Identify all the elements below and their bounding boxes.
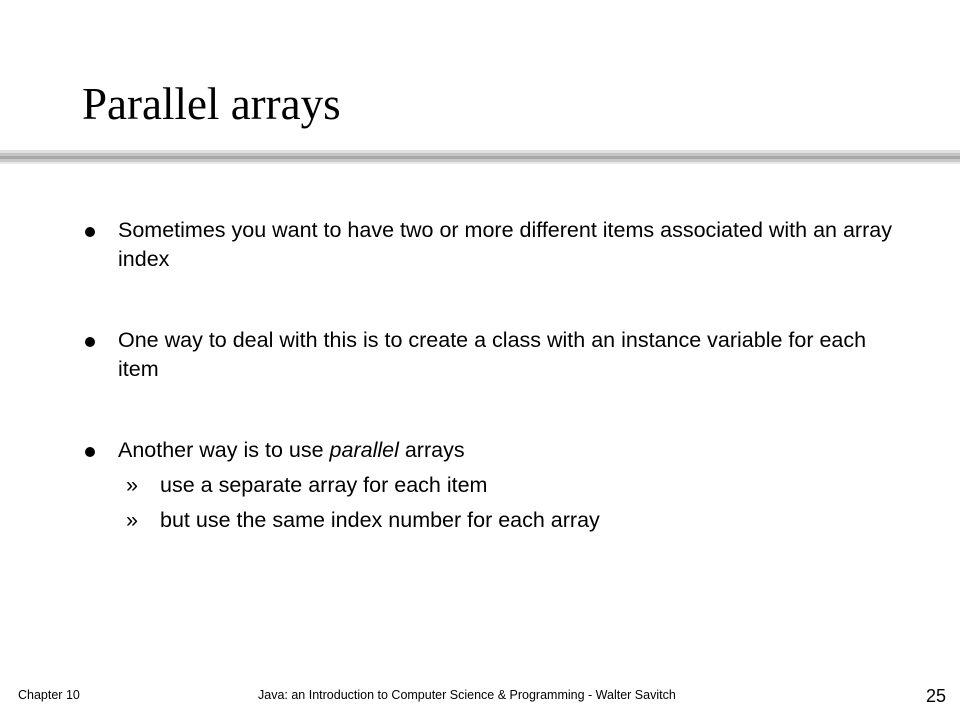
footer-chapter: Chapter 10 bbox=[18, 688, 80, 702]
bullet-item bbox=[80, 436, 900, 535]
bullet-item bbox=[80, 216, 900, 274]
bullet-item bbox=[80, 326, 900, 384]
bullet-text: One way to deal with this is to create a class with an instance variable for each item bbox=[118, 328, 867, 381]
bullet-dot-icon bbox=[85, 447, 95, 457]
bullet-dot-icon bbox=[85, 227, 95, 237]
bullet-dot-icon bbox=[85, 337, 95, 347]
bullet-text: Another way is to use parallel arrays bbox=[118, 438, 465, 462]
sub-bullet-text: use a separate array for each item bbox=[160, 473, 488, 497]
title-divider bbox=[0, 150, 960, 164]
sub-bullet-text: but use the same index number for each array bbox=[160, 508, 600, 532]
page-number: 25 bbox=[925, 686, 946, 706]
emphasis-text: parallel bbox=[329, 438, 399, 462]
sub-bullet-item bbox=[118, 471, 900, 500]
chevron-right-icon: » bbox=[126, 508, 138, 532]
sub-bullet-item bbox=[118, 506, 900, 535]
bullet-list bbox=[80, 216, 900, 535]
sub-bullet-list bbox=[118, 471, 900, 535]
footer-book-title: Java: an Introduction to Computer Science & Programming - Walter Savitch bbox=[258, 688, 676, 702]
bullet-text: Sometimes you want to have two or more different items associated with an array index bbox=[118, 218, 892, 271]
chevron-right-icon: » bbox=[126, 473, 138, 497]
slide-title: Parallel arrays bbox=[82, 79, 341, 129]
